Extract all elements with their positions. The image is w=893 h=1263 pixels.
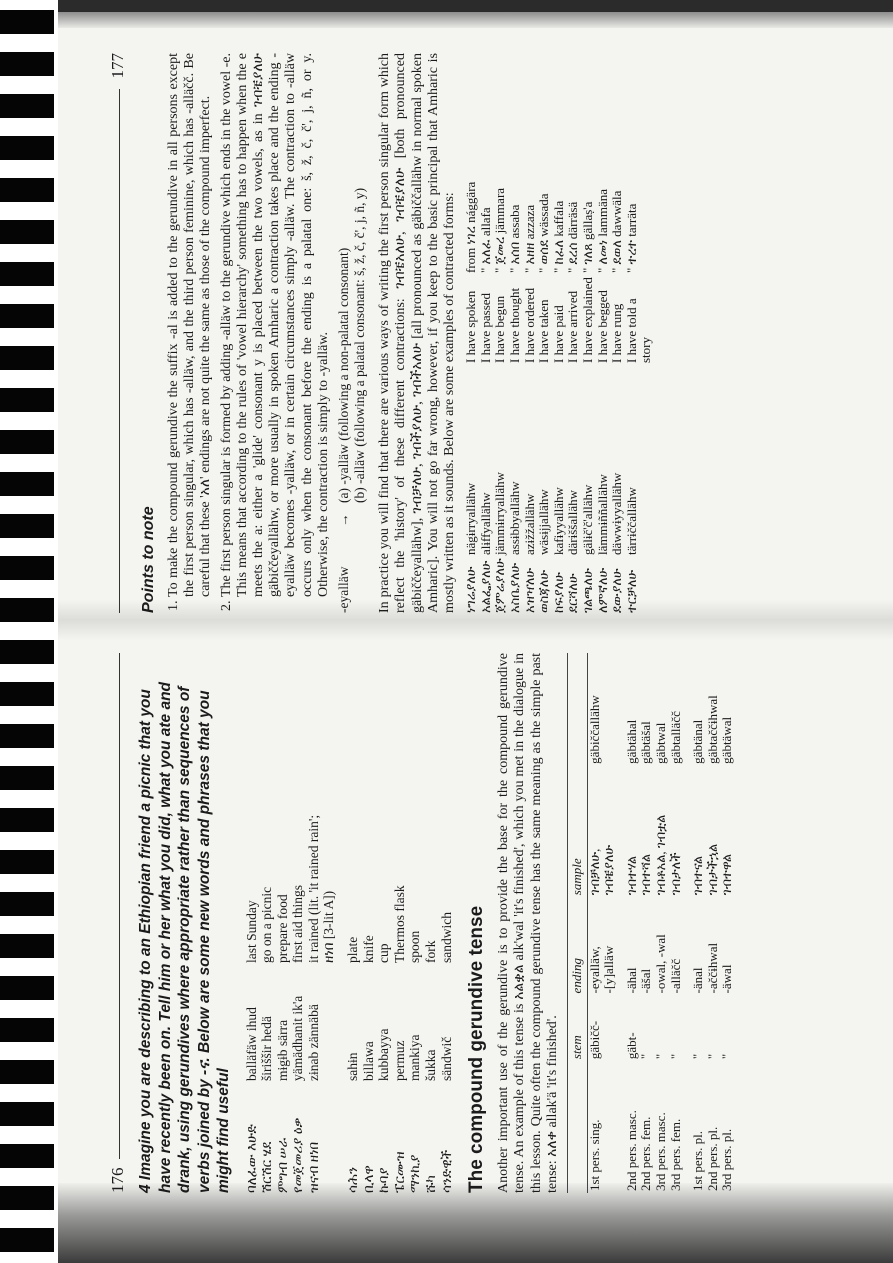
form-src: from ነገረ nággära <box>463 181 479 273</box>
table-cell: ገብቻለሁ, <box>586 848 602 896</box>
vocab-en: Thermos flask <box>391 885 407 963</box>
vocabulary-list <box>244 653 455 1193</box>
form-am: ለምኛለሁ <box>594 567 610 613</box>
binding-hole <box>0 598 54 622</box>
binding-hole <box>0 136 54 160</box>
table-cell: gäbtäšal <box>638 721 654 764</box>
form-en: I have begged <box>594 290 610 363</box>
binding-hole <box>0 52 54 76</box>
table-cell: 2nd pers. pl. <box>704 1126 720 1191</box>
binding-hole <box>0 1144 54 1168</box>
form-tr: lämmɨññallähw <box>594 474 610 555</box>
table-cell: 3rd pers. fem. <box>667 1118 683 1191</box>
table-cell: 3rd pers. pl. <box>719 1128 735 1191</box>
points-heading: Points to note <box>140 506 157 613</box>
vocab-en: spoon <box>407 930 423 963</box>
table-cell: gäbtaččɨhwal <box>704 695 720 764</box>
form-en: I have explained <box>579 277 595 363</box>
binding-hole <box>0 766 54 790</box>
vocab-am <box>321 1081 337 1193</box>
table-cell: " <box>719 1053 735 1060</box>
form-tr: tärrɨččallähw <box>623 487 639 555</box>
binding-hole <box>0 220 54 244</box>
table-row <box>720 653 735 1193</box>
arrow-icon: → <box>336 513 352 527</box>
form-am: አዝዣለሁ <box>521 567 537 613</box>
table-cell: " <box>638 1053 654 1060</box>
table-cell: -ähal <box>623 967 639 994</box>
table-cell: gäbtwal <box>653 722 668 764</box>
table-cell: -änal <box>690 967 706 994</box>
table-cell: gäbiččallähw <box>586 695 602 764</box>
form-src: " አዘዘ azzaza <box>521 204 537 273</box>
intro-paragraph: Another important use of the gerundive is to provide the base for the compound gerundive tense. An example of this tense is አልቋል alk'wal 'it's finished', which you met in the dialogue in this lesson. Quite often the compound gerundive tense has the same meaning as the simple past tense: አለቀ allak'ä 'it's finished'. <box>496 653 560 1193</box>
page-number-176: 176 <box>108 1167 127 1193</box>
binding-hole <box>0 640 54 664</box>
form-en: I have taken <box>536 299 552 363</box>
vocab-am: ፔርሙዝ <box>391 1151 407 1193</box>
form-src: " አሰበ assaba <box>507 204 523 273</box>
binding-hole <box>0 1102 54 1126</box>
form-en: I have arrived <box>565 290 581 363</box>
page-rule <box>119 89 120 613</box>
rule-b: (b) -alläw (following a palatal consonant: š, ž, č, č', j, ñ, y) <box>351 187 367 503</box>
form-en: I have begun <box>492 295 508 363</box>
vocab-am: የመጀመሪያ ዕቃ <box>290 1117 306 1193</box>
vocab-en: sandwich <box>438 912 454 963</box>
binding-hole <box>0 10 54 34</box>
vocab-am: ኩባያ <box>376 1167 392 1193</box>
vocab-en: prepare food <box>274 894 290 963</box>
form-tr: jämmɨrryallähw <box>492 471 508 555</box>
conjugation-table <box>567 653 735 1193</box>
vocab-am: ባለፈው እሁድ <box>243 1124 259 1193</box>
vocab-tr: kubbayya <box>376 1028 392 1081</box>
binding-hole <box>0 178 54 202</box>
section-heading: The compound gerundive tense <box>466 905 488 1193</box>
binding-hole <box>0 808 54 832</box>
form-tr: därɨššallähw <box>565 490 581 555</box>
rule-label: -eyalläw <box>336 566 352 613</box>
contracted-forms-list <box>464 53 654 613</box>
vocab-am: ሽርሽር ሄደ <box>259 1141 275 1193</box>
form-en: I have passed <box>477 292 493 363</box>
vocab-en: last Sunday <box>243 900 259 963</box>
binding-hole <box>0 724 54 748</box>
table-cell: " <box>690 1053 706 1060</box>
vocab-en: first aid things <box>290 885 306 963</box>
vocab-am: ሳሕን <box>345 1166 361 1193</box>
binding-hole <box>0 976 54 1000</box>
vocab-am: ዝናብ ዘነበ <box>305 1141 321 1193</box>
points-list <box>166 53 332 613</box>
page-number-177: 177 <box>108 53 127 79</box>
vocab-am: ቢላዋ <box>360 1165 376 1193</box>
binding-hole <box>0 892 54 916</box>
binding-hole <box>0 1186 54 1210</box>
vocab-en: cup <box>376 943 392 963</box>
table-cell: gäbt- <box>623 1032 639 1060</box>
vocab-tr: balläfäw ihud <box>243 1007 259 1081</box>
vocab-tr: šukka <box>423 1049 439 1081</box>
exercise-instruction: 4 Imagine you are describing to an Ethiopian friend a picnic that you have recently been on. Tell him or her what you did, what you ate and drank, using gerundives where appropriate rather than sequences of verbs joined by -ና. Below are some new words and phrases that you might find useful <box>137 681 232 1193</box>
form-am: ደውያለሁ <box>609 568 625 613</box>
vocab-en: fork <box>423 940 439 963</box>
form-am: ደርሻለሁ <box>565 573 581 613</box>
form-am: ገልጫለሁ <box>579 568 595 613</box>
table-cell: 3rd pers. masc. <box>653 1112 668 1191</box>
table-cell <box>602 1061 617 1193</box>
table-cell: -äšal <box>638 968 654 994</box>
vocab-en: go on a picnic <box>259 886 275 963</box>
table-cell: gäbtäwal <box>719 716 735 764</box>
form-src: " ተረተ tarräta <box>623 203 639 273</box>
form-tr: alɨffyallähw <box>477 492 493 555</box>
vocab-tr: zɨnab zännäbä <box>305 1004 321 1081</box>
form-en: I have told a story <box>623 298 654 363</box>
form-am: አልፌያለሁ <box>477 560 493 613</box>
table-row <box>654 653 669 1193</box>
vocab-en: it rained (lit. 'it rained rain'; <box>305 814 321 963</box>
form-en: I have rung <box>609 303 625 363</box>
form-am: ወስጃለሁ <box>536 569 552 613</box>
table-row <box>617 653 640 1193</box>
binding-hole <box>0 1228 54 1252</box>
table-cell: ገብተናል <box>690 855 706 896</box>
table-cell: ገብታለች <box>667 852 683 896</box>
form-src: " ጀመረ jämmara <box>492 187 508 273</box>
vocab-tr: permuz <box>391 1040 407 1081</box>
binding-hole <box>0 430 54 454</box>
table-cell: ገብተሃል <box>623 855 639 896</box>
table-row <box>706 653 721 1193</box>
binding-hole <box>0 472 54 496</box>
form-en: I have thought <box>507 287 523 363</box>
form-src: " ለመነ lammäna <box>594 189 610 273</box>
table-row <box>683 653 706 1193</box>
table-row <box>639 653 654 1193</box>
form-am: ከፍያለሁ <box>550 572 566 613</box>
table-cell: " <box>667 1053 683 1060</box>
form-tr: assɨbbyallähw <box>507 481 523 555</box>
table-cell: " <box>653 1053 668 1060</box>
table-header <box>568 1061 588 1193</box>
form-tr: kafɨyyallähw <box>550 487 566 555</box>
table-cell: -alläčč <box>667 958 683 994</box>
contraction-rule <box>336 53 367 613</box>
vocab-en: ዘነበ [3-lit A]) <box>321 890 337 963</box>
vocab-am: ምግብ ሠራ <box>274 1137 290 1193</box>
binding-hole <box>0 1018 54 1042</box>
table-cell: -aččɨhwal <box>704 942 720 994</box>
vocab-tr <box>321 963 337 1081</box>
vocab-tr: sändwič <box>438 1036 454 1081</box>
table-header: stem <box>568 995 588 1061</box>
page-rule <box>119 653 120 1159</box>
table-cell: -owal, -wal <box>653 934 668 994</box>
form-src: " ወሰደ wässada <box>536 193 552 273</box>
table-cell: 1st pers. sing. <box>586 1119 602 1191</box>
binding-hole <box>0 514 54 538</box>
form-tr: däwwɨyyallähw <box>609 472 625 555</box>
table-cell: 2nd pers. masc. <box>623 1110 639 1191</box>
table-cell: 1st pers. pl. <box>690 1131 706 1191</box>
rotated-spread <box>58 0 893 1263</box>
page-177 <box>58 53 893 613</box>
table-header: sample <box>568 766 588 897</box>
binding-hole <box>0 94 54 118</box>
binding-hole <box>0 1060 54 1084</box>
vocab-tr: billawa <box>360 1041 376 1081</box>
table-cell: " <box>704 1053 720 1060</box>
page-176 <box>58 653 893 1193</box>
binding-hole <box>0 934 54 958</box>
vocab-tr: mɨgɨb särra <box>274 1019 290 1081</box>
vocab-en: knife <box>360 935 376 963</box>
table-row <box>602 653 617 1193</box>
table-cell: -äwal <box>719 964 735 994</box>
vocab-am: ሳንድዊች <box>438 1149 454 1193</box>
vocab-tr: mankiya <box>407 1034 423 1081</box>
point-1: 1. To make the compound gerundive the suffix -al is added to the gerundive in all persons except the first person singular, which has -alläw, and the third person feminine, which has -alläčč. Be careful that these 'አለ' endings are not quite the same as those of the compound imperfect. <box>166 53 215 597</box>
binding-hole <box>0 556 54 580</box>
table-cell: ገብተሻል <box>638 853 654 896</box>
form-src: " ከፈለ kaffala <box>550 200 566 273</box>
table-cell: ገብቼያለሁ <box>601 844 617 896</box>
form-en: I have paid <box>550 305 566 363</box>
form-tr: wäsɨjjallähw <box>536 489 552 555</box>
form-am: ነግሬያለሁ <box>463 566 479 613</box>
table-row <box>587 653 602 1193</box>
table-cell <box>602 995 617 1061</box>
form-tr: nägɨrryallähw <box>463 482 479 555</box>
vocab-tr: yämädhanit ik'a <box>290 995 306 1081</box>
table-row <box>669 653 684 1193</box>
table-cell: gäbtähal <box>623 719 639 764</box>
binding-hole <box>0 850 54 874</box>
table-cell: ገብቶአል, ገብቷል <box>653 814 668 896</box>
table-cell: 2nd pers. fem. <box>638 1116 654 1191</box>
table-cell: gäbtalläčč <box>667 711 683 764</box>
form-en: I have ordered <box>521 287 537 363</box>
vocab-tr: sahɨn <box>345 1052 361 1081</box>
table-cell: gäbtänal <box>690 719 706 764</box>
form-am: ጀምሬያለሁ <box>492 558 508 613</box>
vocab-tr: širiššir hedä <box>259 1016 275 1081</box>
form-src: " ደረሰ därräsä <box>565 201 581 273</box>
spiral-binding <box>0 0 58 1263</box>
vocab-am: ማንኪያ <box>407 1154 423 1193</box>
form-en: I have spoken <box>463 290 479 363</box>
table-cell: -eyalläw, <box>586 946 602 994</box>
table-cell: ገብተዋል <box>719 853 735 896</box>
binding-hole <box>0 682 54 706</box>
form-am: ተርቻለሁ <box>623 569 639 613</box>
practice-paragraph: In practice you will find that there are various ways of writing the first person singular form which reflect the 'history' of these different contractions: ገብቼአለሁ, ገብቼያለሁ [both pronounced gäbiččeyallähw], ገብቻለሁ, ገብችያለሁ, ገብችአለሁ [all pronounced as gäbiččallähw in normal spoken Amharic]. You will not go far wrong, however, if you keep to the basic principal that Amharic is mostly written as it sounds. Below are some examples of contracted forms: <box>377 53 458 613</box>
table-header <box>568 653 588 766</box>
form-tr: azɨžžallähw <box>521 493 537 555</box>
form-src: " አለፈ allafa <box>477 207 493 273</box>
vocab-am: ሹካ <box>423 1175 439 1193</box>
table-header: ending <box>568 897 588 995</box>
vocab-en: plate <box>345 936 361 963</box>
binding-hole <box>0 388 54 412</box>
binding-hole <box>0 262 54 286</box>
binding-hole <box>0 346 54 370</box>
form-tr: gälɨč'č'allähw <box>579 484 595 555</box>
form-am: አስቤያለሁ <box>507 562 523 613</box>
form-src: " ገለጸ gällaṣ'a <box>579 201 595 273</box>
point-2: 2. The first person singular is formed by adding -alläw to the gerundive which ends in the vowel -e. This means that according to the rules of 'vowel hierarchy' something has to happen when the e meets the a: either a 'glide' consonant y is placed between the two vowels, as in ገብቼያለሁ gäbiččeyallähw, or more usually in spoken Amharic a contraction takes place and the ending -eyalläw becomes -yalläw, or in certain circumstances simply -alläw. The contraction to -alläw occurs only when the consonant before the ending is a palatal one: š, ž, č, č', j, ñ, or y. Otherwise, the contraction is simply to -yalläw. <box>219 53 332 597</box>
form-src: " ደወለ dawwäla <box>609 190 625 273</box>
table-cell: -[y]alläw <box>601 945 617 994</box>
table-cell: ገብታችኋል <box>704 843 720 896</box>
table-cell: gäbičč- <box>586 1020 602 1060</box>
binding-hole <box>0 304 54 328</box>
table-cell <box>602 653 617 766</box>
rule-a: (a) -yalläw (following a non-palatal consonant) <box>336 247 352 503</box>
